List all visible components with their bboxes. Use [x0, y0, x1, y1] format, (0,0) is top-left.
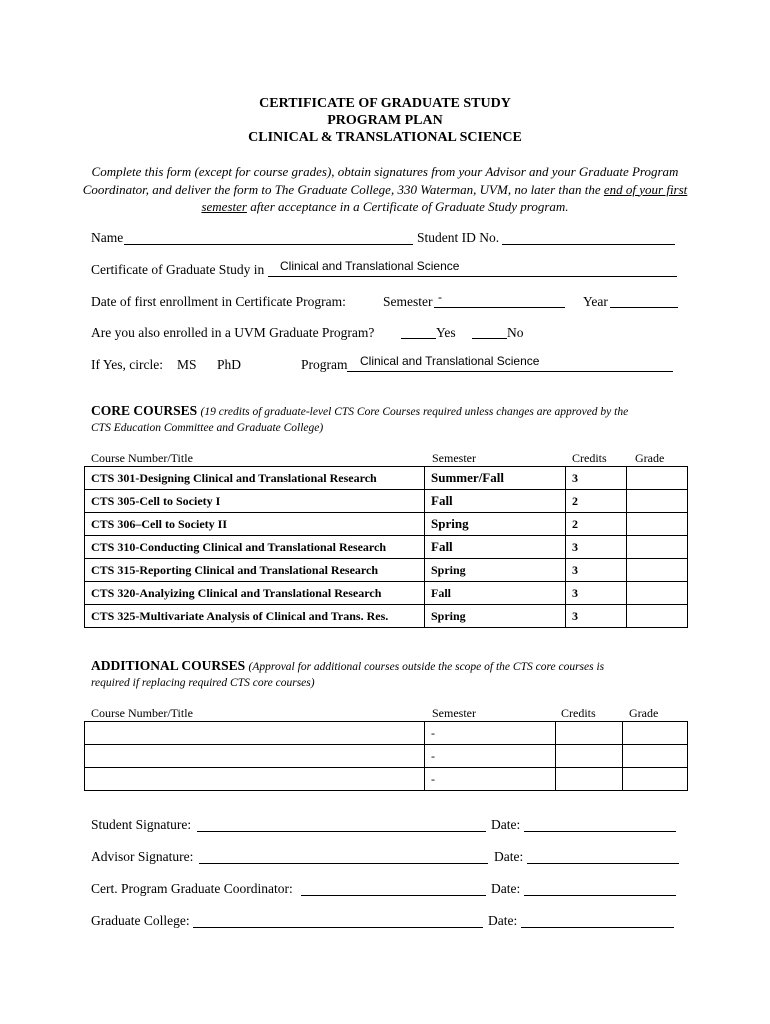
course-credits-input[interactable]: [556, 722, 623, 745]
course-title: CTS 320-Analyizing Clinical and Translational Research: [85, 582, 425, 605]
course-title: CTS 310-Conducting Clinical and Translational Research: [85, 536, 425, 559]
course-semester: Fall: [425, 536, 566, 559]
course-grade[interactable]: [627, 582, 688, 605]
table-row: [85, 745, 688, 768]
course-title: CTS 315-Reporting Clinical and Translational Research: [85, 559, 425, 582]
coordinator-date-label: Date:: [491, 881, 521, 896]
core-courses-heading: CORE COURSES (19 credits of graduate-level CTS Core Courses required unless changes are approved by the: [91, 403, 629, 418]
if-yes-label: If Yes, circle:: [91, 357, 163, 372]
additional-col-credits: Credits: [561, 706, 596, 720]
year-field[interactable]: [610, 307, 678, 308]
advisor-signature-label: Advisor Signature:: [91, 849, 194, 864]
core-col-semester: Semester: [432, 451, 476, 465]
table-row: [85, 582, 688, 605]
semester-label: Semester: [383, 294, 433, 309]
course-credits: 3: [566, 605, 627, 628]
certificate-label: Certificate of Graduate Study in: [91, 262, 265, 277]
graduate-college-signature-field[interactable]: [193, 927, 483, 928]
course-semester-input[interactable]: -: [425, 722, 556, 745]
no-blank[interactable]: [472, 338, 507, 339]
advisor-date-label: Date:: [494, 849, 524, 864]
additional-courses-heading: ADDITIONAL COURSES (Approval for additional courses outside the scope of the CTS core courses is: [91, 658, 605, 673]
additional-col-semester: Semester: [432, 706, 476, 720]
advisor-signature-field[interactable]: [199, 863, 488, 864]
additional-courses-table: [84, 721, 688, 791]
yes-label: Yes: [436, 325, 456, 340]
certificate-value: Clinical and Translational Science: [280, 259, 460, 273]
additional-courses-note: required if replacing required CTS core courses): [91, 677, 315, 689]
course-title: CTS 301-Designing Clinical and Translational Research: [85, 467, 425, 490]
course-semester: Fall: [425, 582, 566, 605]
course-semester: Spring: [425, 605, 566, 628]
course-title: CTS 305-Cell to Society I: [85, 490, 425, 513]
form-subtitle: PROGRAM PLAN: [327, 113, 443, 128]
table-row: [85, 768, 688, 791]
course-title: CTS 325-Multivariate Analysis of Clinical and Trans. Res.: [85, 605, 425, 628]
no-label: No: [507, 325, 524, 340]
yes-blank[interactable]: [401, 338, 436, 339]
course-title-input[interactable]: [85, 745, 425, 768]
course-grade[interactable]: [623, 745, 688, 768]
advisor-date-field[interactable]: [527, 863, 679, 864]
student-date-label: Date:: [491, 817, 521, 832]
student-signature-label: Student Signature:: [91, 817, 192, 832]
course-credits-input[interactable]: [556, 768, 623, 791]
name-field[interactable]: [124, 244, 413, 245]
course-semester: Spring: [425, 559, 566, 582]
certificate-field[interactable]: [268, 276, 677, 277]
course-credits: 2: [566, 490, 627, 513]
graduate-college-date-label: Date:: [488, 913, 518, 928]
form-title: CERTIFICATE OF GRADUATE STUDY: [259, 96, 511, 111]
table-row: [85, 536, 688, 559]
course-semester-input[interactable]: -: [425, 745, 556, 768]
course-title: CTS 306–Cell to Society II: [85, 513, 425, 536]
course-credits: 3: [566, 536, 627, 559]
graduate-college-signature-label: Graduate College:: [91, 913, 190, 928]
student-id-label: Student ID No.: [417, 230, 500, 245]
additional-col-course: Course Number/Title: [91, 706, 193, 720]
coordinator-signature-field[interactable]: [301, 895, 486, 896]
student-date-field[interactable]: [524, 831, 676, 832]
semester-field[interactable]: [434, 307, 565, 308]
course-credits: 3: [566, 582, 627, 605]
additional-col-grade: Grade: [629, 706, 659, 720]
instructions: Complete this form (except for course grades), obtain signatures from your Advisor and your Graduate Program Coordinator, and deliver the form to The Graduate College, 330 Waterman, UVM, no later than the end of your first semester after acceptance in a Certificate of Graduate Study program.: [82, 164, 688, 214]
program-title: CLINICAL & TRANSLATIONAL SCIENCE: [248, 130, 522, 145]
table-row: [85, 559, 688, 582]
phd-option[interactable]: PhD: [217, 357, 242, 372]
student-signature-field[interactable]: [197, 831, 486, 832]
ms-option[interactable]: MS: [177, 357, 197, 372]
course-semester: Spring: [425, 513, 566, 536]
student-id-field[interactable]: [502, 244, 675, 245]
program-value: Clinical and Translational Science: [360, 354, 540, 368]
table-row: [85, 467, 688, 490]
semester-value: -: [438, 290, 442, 304]
first-enrollment-label: Date of first enrollment in Certificate Program:: [91, 294, 346, 309]
course-grade[interactable]: [623, 722, 688, 745]
course-grade[interactable]: [627, 467, 688, 490]
core-courses-note: CTS Education Committee and Graduate College): [91, 422, 324, 434]
coordinator-date-field[interactable]: [524, 895, 676, 896]
course-grade[interactable]: [627, 513, 688, 536]
course-credits: 3: [566, 559, 627, 582]
core-col-grade: Grade: [635, 451, 665, 465]
program-field[interactable]: [347, 371, 673, 372]
course-grade[interactable]: [627, 536, 688, 559]
coordinator-signature-label: Cert. Program Graduate Coordinator:: [91, 881, 293, 896]
year-label: Year: [583, 294, 608, 309]
course-grade[interactable]: [623, 768, 688, 791]
course-grade[interactable]: [627, 490, 688, 513]
core-courses-table: [84, 466, 688, 628]
table-row: [85, 490, 688, 513]
graduate-college-date-field[interactable]: [521, 927, 674, 928]
table-row: [85, 513, 688, 536]
course-grade[interactable]: [627, 605, 688, 628]
course-semester-input[interactable]: -: [425, 768, 556, 791]
course-semester: Fall: [425, 490, 566, 513]
course-credits: 2: [566, 513, 627, 536]
course-title-input[interactable]: [85, 722, 425, 745]
course-semester: Summer/Fall: [425, 467, 566, 490]
core-col-credits: Credits: [572, 451, 607, 465]
uvm-question: Are you also enrolled in a UVM Graduate Program?: [91, 325, 375, 340]
program-label: Program: [301, 357, 348, 372]
table-row: [85, 722, 688, 745]
core-col-course: Course Number/Title: [91, 451, 193, 465]
course-grade[interactable]: [627, 559, 688, 582]
instructions-deadline: end of your first semester: [201, 181, 688, 214]
table-row: [85, 605, 688, 628]
course-credits-input[interactable]: [556, 745, 623, 768]
course-title-input[interactable]: [85, 768, 425, 791]
course-credits: 3: [566, 467, 627, 490]
name-label: Name: [91, 230, 124, 245]
